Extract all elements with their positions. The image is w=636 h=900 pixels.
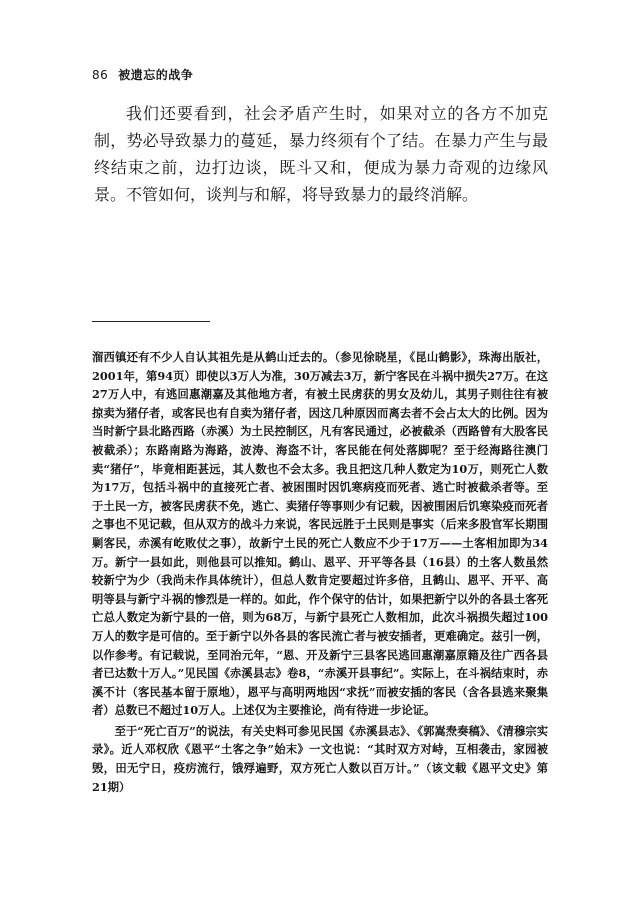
footnote-paragraph-2: 至于“死亡百万”的说法，有关史料可参见民国《赤溪县志》、《郭嵩焘奏稿》、《清穆宗实录》。近人邓权欣《恩平“土客之争”始末》一文也说：“其时双方对峙，互相袭击，家园被毁，田无宁日，疫疠流行，饿殍遍野，双方死亡人数以百万计。”（该文载《恩平文史》第21期） bbox=[92, 723, 548, 794]
main-text bbox=[94, 100, 548, 208]
footnote-paragraph-1: 溜西镇还有不少人自认其祖先是从鹤山迁去的。（参见徐晓星，《昆山鹤影》，珠海出版社，2001年，第94页）即使以3万人为准，30万减去3万，新宁客民在斗祸中损失27万。在这27万人中，有逃回惠潮嘉及其他地方者，有被土民虏获的男女及幼儿，其男子则往往有被掠卖为猪仔者，或客民也有自卖为猪仔者，因这几种原因而离去者不会占太大的比例。因为当时新宁县北路西路（赤溪）为土民控制区，凡有客民通过，必被截杀（西路曾有大股客民被截杀）；东路南路为海路，波涛、海盗不计，客民能在何处落脚呢？至于经海路往澳门卖“猪仔”，毕竟相距甚远，其人数也不会太多。我且把这几种人数定为10万，则死亡人数为17万，包括斗祸中的直接死亡者、被困围时因饥寒病疫而死者、逃亡时被截杀者等。至于土民一方，被客民虏获不免，逃亡、卖猪仔等事则少有记载，因被围困后饥寒染疫而死者之事也不见记载，但从双方的战斗力来说，客民远胜于土民则是事实（后来多股官军长期围剿客民，赤溪有屹败仗之事），故新宁土民的死亡人数应不少于17万——土客相加即为34万。新宁一县如此，则他县可以推知。鹤山、恩平、开平等各县（16县）的土客人数虽然较新宁为少（我尚未作具体统计），但总人数肯定要超过许多倍，且鹤山、恩平、开平、高明等县与新宁斗祸的惨烈是一样的。如此，作个保守的估计，如果把新宁以外的各县土客死亡总人数定为新宁县的一倍，则为68万，与新宁县死亡人数相加，此次斗祸损失超过100万人的数字是可信的。至于新宁以外各县的客民流亡者与被安插者，更难确定。兹引一例，以作参考。有记载说，至同治元年，“恩、开及新宁三县客民逃回惠潮嘉原籍及往广西各县者已达数十万人。”见民国《赤溪县志》卷8，“赤溪开县事纪”。实际上，在斗祸结束时，赤溪不计（客民基本留于原地），恩平与高明两地因“求抚”而被安插的客民（含各县逃来聚集者）总数已不超过10万人。上述仅为主要推论，尚有待进一步论证。 bbox=[92, 350, 548, 718]
body-paragraph: 我们还要看到，社会矛盾产生时，如果对立的各方不加克制，势必导致暴力的蔓延，暴力终须有个了结。在暴力产生与最终结束之前，边打边谈，既斗又和，便成为暴力奇观的边缘风景。不管如何，谈判与和解，将导致暴力的最终消解。 bbox=[94, 104, 548, 204]
footnotes bbox=[92, 348, 548, 796]
page-number: 86 bbox=[92, 68, 109, 82]
book-title: 被遗忘的战争 bbox=[118, 68, 194, 82]
running-header bbox=[92, 66, 193, 83]
footnote-separator bbox=[92, 321, 210, 322]
